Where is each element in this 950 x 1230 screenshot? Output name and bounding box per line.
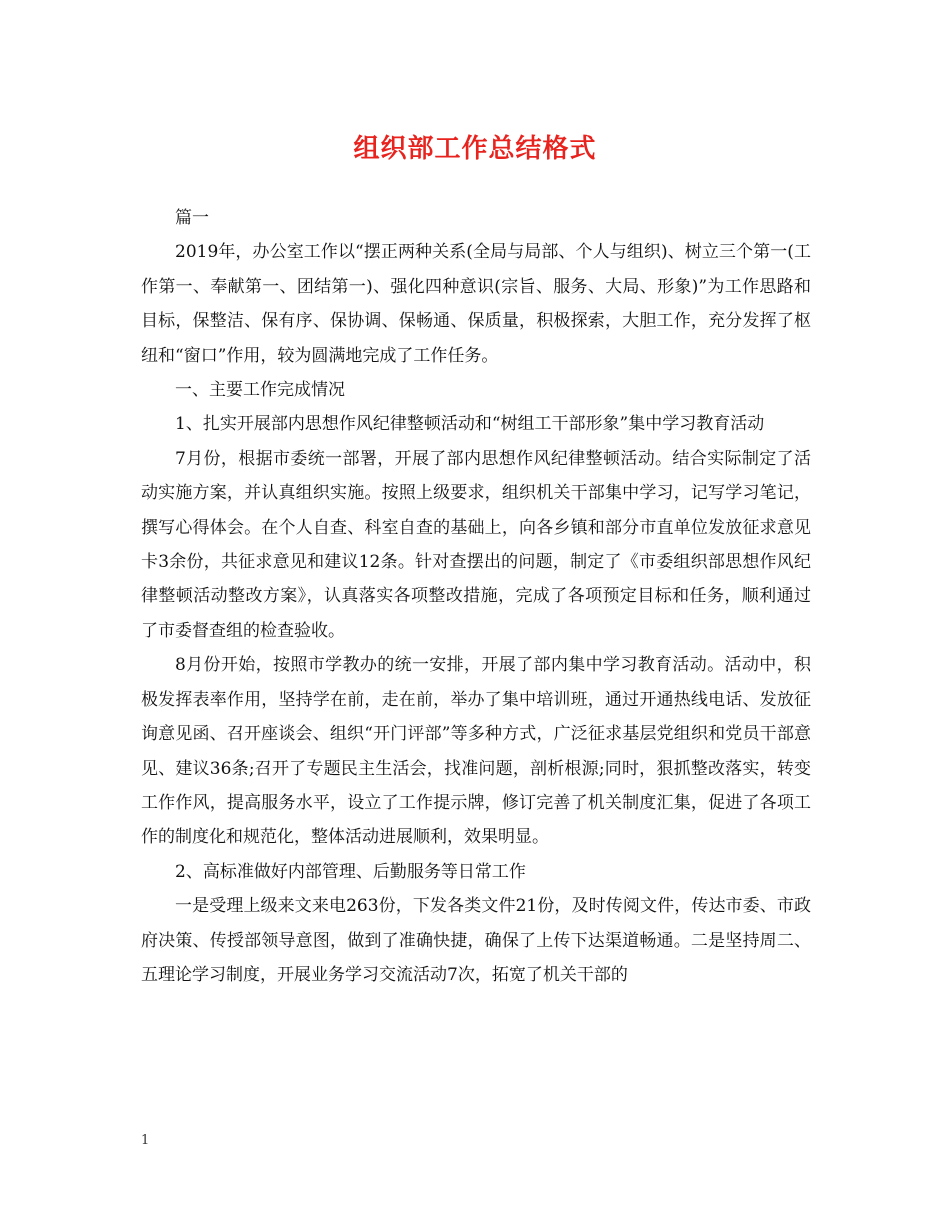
body-paragraph: 8月份开始，按照市学教办的统一安排，开展了部内集中学习教育活动。活动中，积极发挥表率作用，坚持学在前，走在前，举办了集中培训班，通过开通热线电话、发放征询意见函、召开座谈会、组织“开门评部”等多种方式，广泛征求基层党组织和党员干部意见、建议36条;召开了专题民主生活会，找准问题，剖析根源;同时，狠抓整改落实，转变工作作风，提高服务水平，设立了工作提示牌，修订完善了机关制度汇集，促进了各项工作的制度化和规范化，整体活动进展顺利，效果明显。	[141, 655, 811, 848]
body-paragraph: 一是受理上级来文来电263份，下发各类文件21份，及时传阅文件，传达市委、市政府决策、传授部领导意图，做到了准确快捷，确保了上传下达渠道畅通。二是坚持周二、五理论学习制度，开展业务学习交流活动7次，拓宽了机关干部的	[141, 896, 811, 985]
subsection-heading: 1、扎实开展部内思想作风纪律整顿活动和“树组工干部形象”集中学习教育活动	[175, 414, 765, 435]
page-number: 1	[141, 1133, 150, 1148]
document-title: 组织部工作总结格式	[353, 134, 597, 164]
section-heading: 一、主要工作完成情况	[175, 380, 345, 401]
body-paragraph: 7月份，根据市委统一部署，开展了部内思想作风纪律整顿活动。结合实际制定了活动实施方案，并认真组织实施。按照上级要求，组织机关干部集中学习，记写学习笔记，撰写心得体会。在个人自查、科室自查的基础上，向各乡镇和部分市直单位发放征求意见卡3余份，共征求意见和建议12条。针对查摆出的问题，制定了《市委组织部思想作风纪律整顿活动整改方案》，认真落实各项整改措施，完成了各项预定目标和任务，顺利通过了市委督查组的检查验收。	[141, 448, 811, 641]
section-label: 篇一	[175, 208, 209, 228]
document-body	[141, 201, 811, 992]
body-paragraph: 2019年，办公室工作以“摆正两种关系(全局与局部、个人与组织)、树立三个第一(工作第一、奉献第一、团结第一)、强化四种意识(宗旨、服务、大局、形象)”为工作思路和目标，保整洁、保有序、保协调、保畅通、保质量，积极探索，大胆工作，充分发挥了枢纽和“窗口”作用，较为圆满地完成了工作任务。	[141, 242, 811, 366]
subsection-heading: 2、高标准做好内部管理、后勤服务等日常工作	[175, 861, 526, 882]
